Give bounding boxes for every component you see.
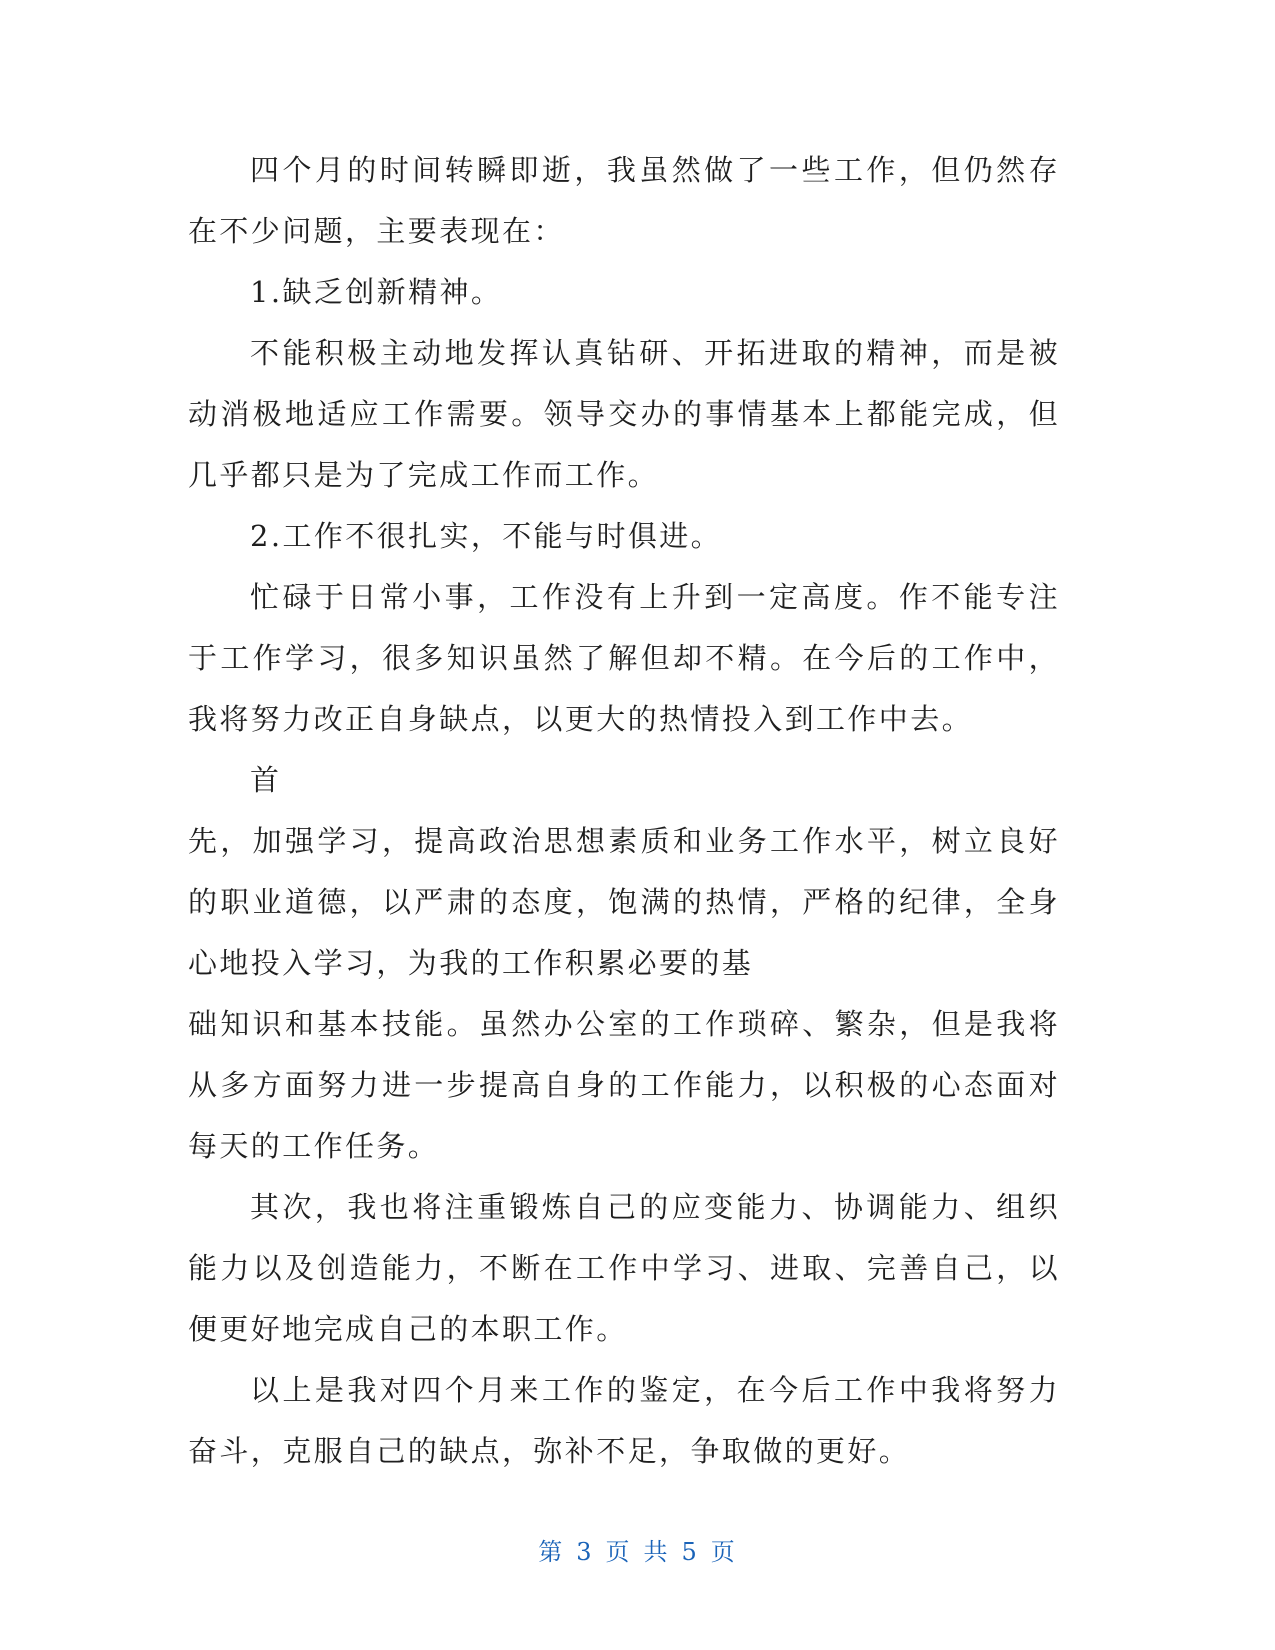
paragraph: 四个月的时间转瞬即逝，我虽然做了一些工作，但仍然存在不少问题，主要表现在：: [188, 153, 1060, 248]
footer-total-unit: 页: [710, 1538, 737, 1566]
footer-page-unit: 页: [605, 1538, 632, 1566]
paragraph: 其次，我也将注重锻炼自己的应变能力、协调能力、组织能力以及创造能力，不断在工作中学习、进取、完善自己，以便更好地完成自己的本职工作。: [188, 1190, 1060, 1346]
footer-total-pages: 5: [681, 1538, 699, 1566]
paragraph-fragment: 首: [250, 763, 282, 797]
paragraph: 础知识和基本技能。虽然办公室的工作琐碎、繁杂，但是我将从多方面努力进一步提高自身的工作能力，以积极的心态面对每天的工作任务。: [188, 1007, 1060, 1163]
paragraph: 先，加强学习，提高政治思想素质和业务工作水平，树立良好的职业道德，以严肃的态度，饱满的热情，严格的纪律，全身心地投入学习，为我的工作积累必要的基: [188, 824, 1060, 980]
list-heading-2: 2.工作不很扎实，不能与时俱进。: [250, 519, 723, 553]
document-body: [188, 140, 1060, 1482]
page-footer: [0, 1532, 1275, 1567]
paragraph: 忙碌于日常小事，工作没有上升到一定高度。作不能专注于工作学习，很多知识虽然了解但却不精。在今后的工作中，我将努力改正自身缺点，以更大的热情投入到工作中去。: [188, 580, 1060, 736]
list-heading-1: 1.缺乏创新精神。: [250, 275, 503, 309]
footer-page-label: 第: [538, 1538, 565, 1566]
footer-total-label: 共: [643, 1538, 670, 1566]
paragraph: 不能积极主动地发挥认真钻研、开拓进取的精神，而是被动消极地适应工作需要。领导交办的事情基本上都能完成，但几乎都只是为了完成工作而工作。: [188, 336, 1060, 492]
footer-current-page: 3: [576, 1538, 594, 1566]
paragraph: 以上是我对四个月来工作的鉴定，在今后工作中我将努力奋斗，克服自己的缺点，弥补不足，争取做的更好。: [188, 1373, 1060, 1468]
